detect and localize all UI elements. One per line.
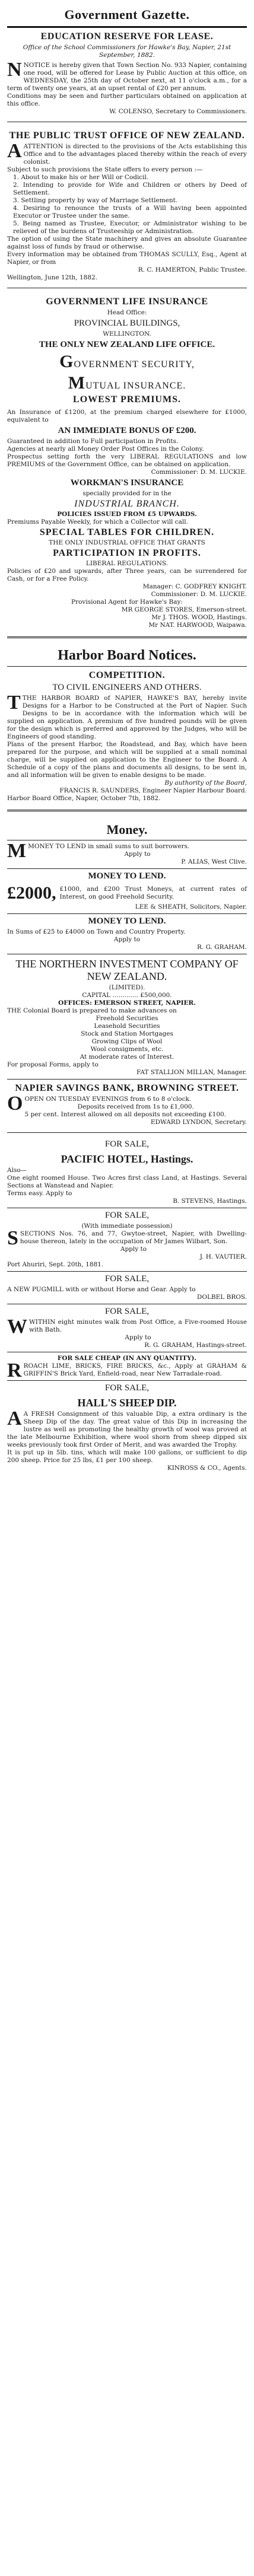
dropcap: G bbox=[59, 352, 74, 371]
public-trust-item: 2. Intending to provide for Wife and Children or others by Deed of Settlement. bbox=[13, 182, 247, 196]
harbour-office: Harbor Board Office, Napier, October 7th, 1882. bbox=[7, 795, 161, 802]
special-tables: SPECIAL TABLES FOR CHILDREN. bbox=[39, 527, 215, 537]
for-sale-4: FOR SALE, bbox=[104, 1307, 150, 1316]
public-trust-info: Every information may be obtained from THOMAS SCULLY, Esq., Agent at Napier, or from bbox=[7, 251, 247, 266]
agent-3: Mr NAT. HARWOOD, Waipawa. bbox=[148, 622, 247, 629]
harbour-title: Harbor Board Notices. bbox=[58, 648, 196, 663]
also-items: One eight roomed House. Two Acres first class Land, at Hastings. Several Sections at Wanstead and Napier. bbox=[7, 1174, 247, 1189]
agencies-text: Agencies at nearly all Money Order Post Offices in the Colony. bbox=[7, 445, 204, 453]
commissioner-line-2: Commissioner: D. M. LUCKIE. bbox=[151, 591, 247, 598]
dropcap: N bbox=[7, 59, 22, 81]
for-sale-2: FOR SALE, bbox=[104, 1211, 150, 1220]
dropcap: W bbox=[7, 1316, 27, 1338]
life-insurance-heading: GOVERNMENT LIFE INSURANCE bbox=[46, 297, 208, 307]
government-security-line bbox=[7, 352, 247, 372]
divider bbox=[7, 810, 247, 811]
roach-text bbox=[7, 1359, 247, 1381]
policies-line: POLICIES ISSUED FROM £5 UPWARDS. bbox=[57, 511, 197, 518]
competition-heading: COMPETITION. bbox=[88, 670, 166, 680]
public-trust-heading: THE PUBLIC TRUST OFFICE OF NEW ZEALAND. bbox=[9, 130, 245, 141]
head-office-name: PROVINCIAL BUILDINGS, bbox=[74, 319, 180, 328]
security-item: Stock and Station Mortgages bbox=[81, 1030, 173, 1037]
lowest-premiums-line: LOWEST PREMIUMS. bbox=[73, 394, 181, 405]
reserve-conditions: Conditions may be seen and further particulars obtained on application at this office. bbox=[7, 93, 247, 107]
also-label: Also— bbox=[7, 1167, 27, 1174]
public-trust-item: 4. Desiring to renounce the trusts of a Will having been appointed Executor or Trustee under the same. bbox=[13, 205, 247, 219]
participation-text: Guaranteed in addition to Full participation in Profits. bbox=[7, 438, 179, 445]
pugmill-text: A NEW PUGMILL with or without Horse and Gear. Apply to bbox=[7, 1286, 196, 1293]
divider bbox=[7, 1079, 247, 1080]
reserve-signature: W. COLENSO, Secretary to Commissioners. bbox=[109, 108, 247, 115]
dolbel-sig: DOLBEL BROS. bbox=[196, 1294, 247, 1301]
public-trust-subject: Subject to such provisions the State offers to every person :— bbox=[7, 166, 203, 173]
dropcap: A bbox=[7, 1408, 22, 1429]
interest-text: 5 per cent. Interest allowed on all deposits not exceeding £100. bbox=[24, 1111, 227, 1118]
public-trust-item: 5. Being named as Trustee, Executor, or Administrator wishing to be relieved of the burdens of Trusteeship or Administration. bbox=[13, 220, 247, 235]
agent-2: Mr J. THOS. WOOD, Hastings. bbox=[151, 614, 247, 621]
security-item: Leasehold Securities bbox=[94, 1023, 160, 1030]
sections-text bbox=[7, 1227, 247, 1249]
within-body: WITHIN eight minutes walk from Post Office, a Five-roomed House with Bath. bbox=[29, 1319, 247, 1333]
apply-to-2: Apply to bbox=[113, 936, 141, 943]
public-trust-closing: The option of using the State machinery and gives an absolute Guarantee against loss of funds by fraud or otherwise. bbox=[7, 235, 247, 250]
limited-line: (LIMITED). bbox=[109, 984, 145, 991]
sizes-text: It is put up in 5lb. tins, which will make 100 gallons, or sufficient to dip 200 sheep. Price for 25 lbs, £1 per 100 sheep. bbox=[7, 1449, 247, 1464]
agent-label: Provisional Agent for Hawke's Bay: bbox=[71, 598, 183, 606]
head-office-city: WELLINGTON. bbox=[103, 330, 151, 337]
sums-text: In Sums of £25 to £4000 on Town and Country Property. bbox=[7, 928, 186, 935]
harbour-section bbox=[7, 642, 247, 806]
cheap-heading: FOR SALE CHEAP (IN ANY QUANTITY). bbox=[57, 1355, 197, 1362]
public-trust-intro bbox=[7, 140, 247, 166]
graham-sig: R. G. GRAHAM. bbox=[197, 944, 247, 951]
liberal-regulations: LIBERAL REGULATIONS. bbox=[85, 560, 169, 567]
dropcap: M bbox=[68, 373, 86, 393]
harbour-body-1-text: THE HARBOR BOARD of NAPIER, HAWKE'S BAY, hereby invite Designs for a Harbor to be Constructed at the Port of Napier. Such Designs to be in accordance with the information which will be supplied on application. A premium of five hundred pounds will be given for the design which is preferred and approved by the Judges, who will be Engineers of good standing. bbox=[7, 695, 247, 740]
open-text-body: OPEN ON TUESDAY EVENINGS from 6 to 8 o'clock. bbox=[24, 1096, 192, 1103]
security-item: Growing Clips of Wool bbox=[91, 1038, 163, 1045]
gazette-section bbox=[7, 1, 247, 119]
workman-sub: specially provided for in the bbox=[82, 490, 172, 497]
reserve-body-text: NOTICE is hereby given that Town Section No. 933 Napier, containing one rood, will be offered for Lease by Public Auction at this office, on WEDNESDAY, the 25th day of October next, at 11 o'clock a.m., for a term of twenty one years, at an upset rental of £20 per annum. bbox=[7, 62, 247, 92]
dropcap: M bbox=[7, 840, 27, 862]
industrial-branch: INDUSTRIAL BRANCH. bbox=[74, 499, 180, 509]
alias-name: P. ALIAS, West Clive. bbox=[181, 858, 247, 865]
apply-to: Apply to bbox=[124, 851, 151, 858]
sections-body: SECTIONS Nos. 76, and 77, Gwytoe-street, Napier, with Dwelling-house thereon, lately in the occupation of Mr James Wilbart, Son. bbox=[20, 1230, 247, 1245]
money-section bbox=[7, 815, 247, 1130]
sheath-sig: LEE & SHEATH, Solicitors, Napier. bbox=[135, 903, 247, 910]
vautier-sig: J. H. VAUTIER. bbox=[199, 1253, 247, 1260]
roach-body: ROACH LIME, BRICKS, FIRE BRICKS, &c., Apply at GRAHAM & GRIFFIN'S Brick Yard, Enfield-road, near New Tarradale-road. bbox=[23, 1362, 247, 1377]
deposits-text: Deposits received from 1s to £1,000. bbox=[77, 1103, 194, 1110]
pacific-hotel: PACIFIC HOTEL, Hastings. bbox=[61, 1153, 193, 1165]
graham-sig-2: R. G. GRAHAM, Hastings-street. bbox=[144, 1342, 247, 1349]
public-trust-intro-text: ATTENTION is directed to the provisions of the Acts establishing this Office and to the advantages placed thereby within the reach of every colonist. bbox=[23, 143, 247, 165]
security-item: Wool consigments, etc. bbox=[90, 1046, 164, 1053]
apply-to-4: Apply to bbox=[125, 1334, 151, 1341]
lend-heading-2: MONEY TO LEND. bbox=[88, 916, 166, 926]
terms-text: Terms easy. Apply to bbox=[7, 1190, 72, 1197]
lend-1-text: MONEY TO LEND in small sums to suit borrowers. bbox=[28, 843, 190, 850]
fresh-body: A FRESH Consignment of this valuable Dip, a extra ordinary is the Sheep Dip of the day. The great value of this Dip in increasing the lustre as well as promoting the healthy growth of wool was proved at the late Melbourne Exhibition, where wool shorn from sheep dipped six weeks previously took first Order of Merit, and was awarded the Trophy. bbox=[7, 1410, 247, 1448]
amount-detail: £1000, and £200 Trust Moneys, at current rates of Interest, on good Freehold Security. bbox=[59, 886, 247, 900]
lend-heading: MONEY TO LEND. bbox=[88, 871, 166, 881]
head-office-label: Head Office: bbox=[107, 309, 147, 316]
harbour-engineer: FRANCIS R. SAUNDERS, Engineer Napier Harbour Board. bbox=[59, 787, 247, 794]
port-date: Port Ahuriri, Sept. 20th, 1881. bbox=[7, 1261, 104, 1268]
security-item: At moderate rates of Interest. bbox=[80, 1053, 174, 1061]
life-insurance-section bbox=[7, 291, 247, 633]
divider bbox=[7, 913, 247, 914]
to-engineers: TO CIVIL ENGINEERS AND OTHERS. bbox=[52, 683, 202, 692]
bonus-line: AN IMMEDIATE BONUS OF £200. bbox=[58, 426, 196, 435]
lyndon-sig: EDWARD LYNDON, Secretary. bbox=[150, 1119, 247, 1126]
only-industrial: THE ONLY INDUSTRIAL OFFICE THAT GRANTS bbox=[49, 539, 205, 546]
kinross-sig: KINROSS & CO., Agents. bbox=[167, 1464, 247, 1472]
colonial-text: THE Colonial Board is prepared to make advances on bbox=[7, 1007, 177, 1014]
annuity-text: An Insurance of £1200, at the premium charged elsewhere for £1000, equivalent to bbox=[7, 409, 247, 424]
only-office-line: THE ONLY NEW ZEALAND LIFE OFFICE. bbox=[39, 340, 215, 349]
dropcap: S bbox=[7, 1227, 18, 1249]
dropcap: A bbox=[7, 140, 22, 162]
dropcap: T bbox=[7, 692, 21, 714]
agent-1: MR GEORGE STORES, Emerson-street. bbox=[121, 606, 247, 613]
manager-line: Manager: C. GODFREY KNIGHT. bbox=[142, 583, 247, 590]
reserve-heading: EDUCATION RESERVE FOR LEASE. bbox=[40, 31, 214, 42]
divider bbox=[7, 26, 247, 28]
newspaper-page bbox=[5, 0, 249, 1477]
harbour-authority: By authority of the Board, bbox=[164, 779, 247, 787]
stevens-sig: B. STEVENS, Hastings. bbox=[173, 1198, 247, 1205]
for-sale-5: FOR SALE, bbox=[104, 1383, 150, 1393]
savings-heading: NAPIER SAVINGS BANK, BROWNING STREET. bbox=[15, 1083, 239, 1093]
dropcap: O bbox=[7, 1093, 23, 1115]
offices-line: OFFICES: EMERSON STREET, NAPIER. bbox=[58, 999, 196, 1007]
public-trust-signature: R. C. HAMERTON, Public Trustee. bbox=[138, 266, 247, 273]
for-sale-3: FOR SALE, bbox=[104, 1274, 150, 1284]
gazette-title: Government Gazette. bbox=[64, 7, 190, 22]
government-security-text: OVERNMENT SECURITY, bbox=[74, 359, 195, 370]
sales-section bbox=[7, 1135, 247, 1476]
participation-profits: PARTICIPATION IN PROFITS. bbox=[53, 548, 201, 558]
public-trust-item: 1. About to make his or her Will or Codicil. bbox=[13, 174, 149, 181]
premiums-line: Premiums Payable Weekly, for which a Collector will call. bbox=[7, 518, 188, 526]
divider bbox=[7, 868, 247, 869]
security-item: Freehold Securities bbox=[96, 1015, 158, 1022]
commissioner-line: Commissioner: D. M. LUCKIE. bbox=[151, 469, 247, 476]
amount-figure: £2000, bbox=[7, 883, 56, 903]
divider bbox=[7, 1271, 247, 1272]
workman-heading: WORKMAN'S INSURANCE bbox=[70, 478, 184, 488]
prospectus-text: Prospectus setting forth the very LIBERAL REGULATIONS and low PREMIUMS of the Government Office, can be obtained on application. bbox=[7, 453, 247, 468]
money-title: Money. bbox=[106, 822, 148, 837]
reserve-body bbox=[7, 59, 247, 93]
possession-text: (With immediate possession) bbox=[81, 1222, 173, 1230]
divider bbox=[7, 1380, 247, 1381]
divider bbox=[7, 1132, 247, 1133]
mutual-insurance-line bbox=[7, 373, 247, 393]
public-trust-item: 3. Settling property by way of Marriage Settlement. bbox=[13, 197, 178, 204]
public-trust-date: Wellington, June 12th, 1882. bbox=[7, 274, 98, 281]
reserve-sub: Office of the School Commissioners for Hawke's Bay, Napier, 21st September, 1882. bbox=[23, 44, 231, 59]
fresh-text bbox=[7, 1410, 247, 1449]
divider bbox=[7, 636, 247, 638]
mutual-insurance-text: UTUAL INSURANCE. bbox=[85, 381, 186, 391]
stallion-sig: FAT STALLION MILLAN, Manager. bbox=[136, 1069, 247, 1076]
harbour-body-2: Plans of the present Harbor, the Roadstead, and Bay, which have been prepared for the purpose, and which will be supplied at a small nominal charge, will be supplied on application to the Engineer to the Board. A Schedule of a copy of the plans and documents all designs, to be sent in, and all information will be given to enable designs to be made. bbox=[7, 741, 247, 779]
proposal-text: For proposal Forms, apply to bbox=[7, 1061, 99, 1068]
northern-heading: THE NORTHERN INVESTMENT COMPANY OF NEW ZEALAND. bbox=[15, 958, 239, 982]
amount-row bbox=[7, 883, 247, 903]
dropcap: R bbox=[7, 1359, 22, 1381]
capital-line: CAPITAL ............. £500,000. bbox=[82, 992, 172, 999]
harbour-body-1 bbox=[7, 692, 247, 741]
apply-to-3: Apply to bbox=[120, 1246, 147, 1253]
public-trust-section bbox=[7, 125, 247, 285]
divider bbox=[7, 666, 247, 667]
for-sale-1: FOR SALE, bbox=[104, 1139, 150, 1149]
policies-surrender: Policies of £20 and upwards, after Three years, can be surrendered for Cash, or for a Free Policy. bbox=[7, 568, 247, 582]
sheep-dip-heading: HALL'S SHEEP DIP. bbox=[77, 1397, 177, 1409]
